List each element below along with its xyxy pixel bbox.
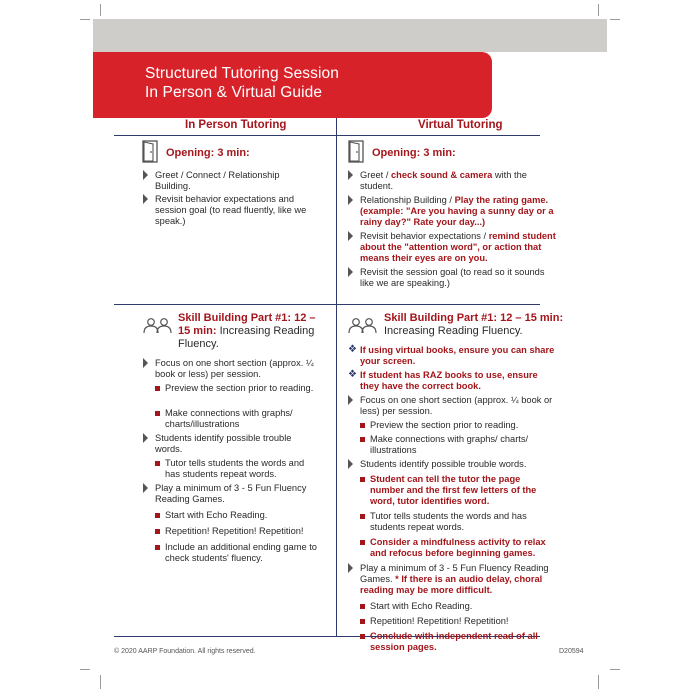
left-skill-title: Skill Building Part #1: 12 – 15 min: Increasing Reading Fluency. <box>178 312 316 350</box>
list-item: Focus on one short section (approx. ¼ book or less) per session. <box>143 358 318 380</box>
square-bullet-icon <box>360 437 365 442</box>
square-bullet-icon <box>155 411 160 416</box>
list-item: Focus on one short section (approx. ¼ book or less) per session. <box>348 395 556 417</box>
crop-mark <box>100 675 101 689</box>
square-bullet-icon <box>360 514 365 519</box>
arrow-bullet-icon <box>348 395 353 405</box>
group-icon <box>143 317 173 334</box>
square-bullet-icon <box>155 545 160 550</box>
door-icon <box>142 140 159 163</box>
document-page <box>93 19 607 669</box>
crop-mark <box>100 4 101 16</box>
left-opening-title: Opening: 3 min: <box>166 147 250 159</box>
list-item: Greet / check sound & camera with the student. <box>348 170 556 192</box>
list-item: Play a minimum of 3 - 5 Fun Fluency Reading Games. * If there is an audio delay, choral reading may be more difficult. <box>348 563 556 596</box>
crop-mark <box>80 669 90 670</box>
crop-mark <box>598 4 599 16</box>
arrow-bullet-icon <box>348 563 353 573</box>
right-skill-title: Skill Building Part #1: 12 – 15 min: Increasing Reading Fluency. <box>384 312 564 337</box>
arrow-bullet-icon <box>143 483 148 493</box>
in-person-heading: In Person Tutoring <box>185 119 287 131</box>
list-item: Repetition! Repetition! Repetition! <box>348 616 556 627</box>
list-item: ❖ If student has RAZ books to use, ensure they have the correct book. <box>348 369 538 391</box>
square-bullet-icon <box>155 386 160 391</box>
title-line-2: In Person & Virtual Guide <box>145 84 323 101</box>
crop-mark <box>610 669 620 670</box>
column-divider <box>336 118 337 636</box>
header-gray-band <box>93 19 607 52</box>
list-item: Play a minimum of 3 - 5 Fun Fluency Reading Games. <box>143 483 318 505</box>
square-bullet-icon <box>155 461 160 466</box>
heading-rule <box>114 135 540 136</box>
list-item: Greet / Connect / Relationship Building. <box>143 170 315 192</box>
list-item: Start with Echo Reading. <box>348 601 556 612</box>
arrow-bullet-icon <box>348 231 353 241</box>
list-item: Relationship Building / Play the rating game. (example: "Are you having a sunny day or a rainy day?" Rate your day...) <box>348 195 556 228</box>
title-line-1: Structured Tutoring Session <box>145 65 339 82</box>
list-item: Tutor tells students the words and has students repeat words. <box>348 511 556 533</box>
list-item: Revisit behavior expectations and session goal (to read fluently, like we speak.) <box>143 194 315 227</box>
arrow-bullet-icon <box>348 267 353 277</box>
list-item: Revisit the session goal (to read so it sounds like we are speaking.) <box>348 267 556 289</box>
list-item: Preview the section prior to reading. <box>143 383 318 394</box>
diamond-bullet-icon: ❖ <box>348 344 357 355</box>
arrow-bullet-icon <box>348 170 353 180</box>
square-bullet-icon <box>155 513 160 518</box>
right-opening-title: Opening: 3 min: <box>372 147 456 159</box>
title-banner <box>93 52 492 118</box>
arrow-bullet-icon <box>143 170 148 180</box>
list-item: Preview the section prior to reading. <box>348 420 556 431</box>
crop-mark <box>610 19 620 20</box>
square-bullet-icon <box>360 619 365 624</box>
copyright-text: © 2020 AARP Foundation. All rights reserved. <box>114 648 256 655</box>
square-bullet-icon <box>360 540 365 545</box>
list-item: Students identify possible trouble words. <box>143 433 318 455</box>
list-item: Include an additional ending game to check students' fluency. <box>143 542 318 564</box>
diamond-bullet-icon: ❖ <box>348 369 357 380</box>
arrow-bullet-icon <box>143 194 148 204</box>
arrow-bullet-icon <box>348 459 353 469</box>
list-item: Conclude with independent read of all session pages. <box>348 631 556 653</box>
arrow-bullet-icon <box>143 358 148 368</box>
square-bullet-icon <box>360 634 365 639</box>
crop-mark <box>598 675 599 689</box>
list-item: Start with Echo Reading. <box>143 510 318 521</box>
list-item: Repetition! Repetition! Repetition! <box>143 526 318 537</box>
document-code: D20594 <box>559 648 584 655</box>
square-bullet-icon <box>360 477 365 482</box>
list-item: Make connections with graphs/ charts/illustrations <box>143 408 318 430</box>
list-item: Student can tell the tutor the page number and the first few letters of the word, tutor identifies word. <box>348 474 556 507</box>
square-bullet-icon <box>360 423 365 428</box>
list-item: Make connections with graphs/ charts/ illustrations <box>348 434 556 456</box>
arrow-bullet-icon <box>143 433 148 443</box>
square-bullet-icon <box>360 604 365 609</box>
section-rule <box>114 304 540 305</box>
square-bullet-icon <box>155 529 160 534</box>
virtual-heading: Virtual Tutoring <box>418 119 503 131</box>
group-icon <box>348 317 378 334</box>
crop-mark <box>80 19 90 20</box>
door-icon <box>348 140 365 163</box>
list-item: Tutor tells students the words and has students repeat words. <box>143 458 318 480</box>
list-item: Revisit behavior expectations / remind student about the "attention word", or action that means their eyes are on you. <box>348 231 556 264</box>
list-item: Consider a mindfulness activity to relax and refocus before beginning games. <box>348 537 556 559</box>
arrow-bullet-icon <box>348 195 353 205</box>
list-item: ❖ If using virtual books, ensure you can share your screen. <box>348 344 555 366</box>
list-item: Students identify possible trouble words. <box>348 459 556 470</box>
